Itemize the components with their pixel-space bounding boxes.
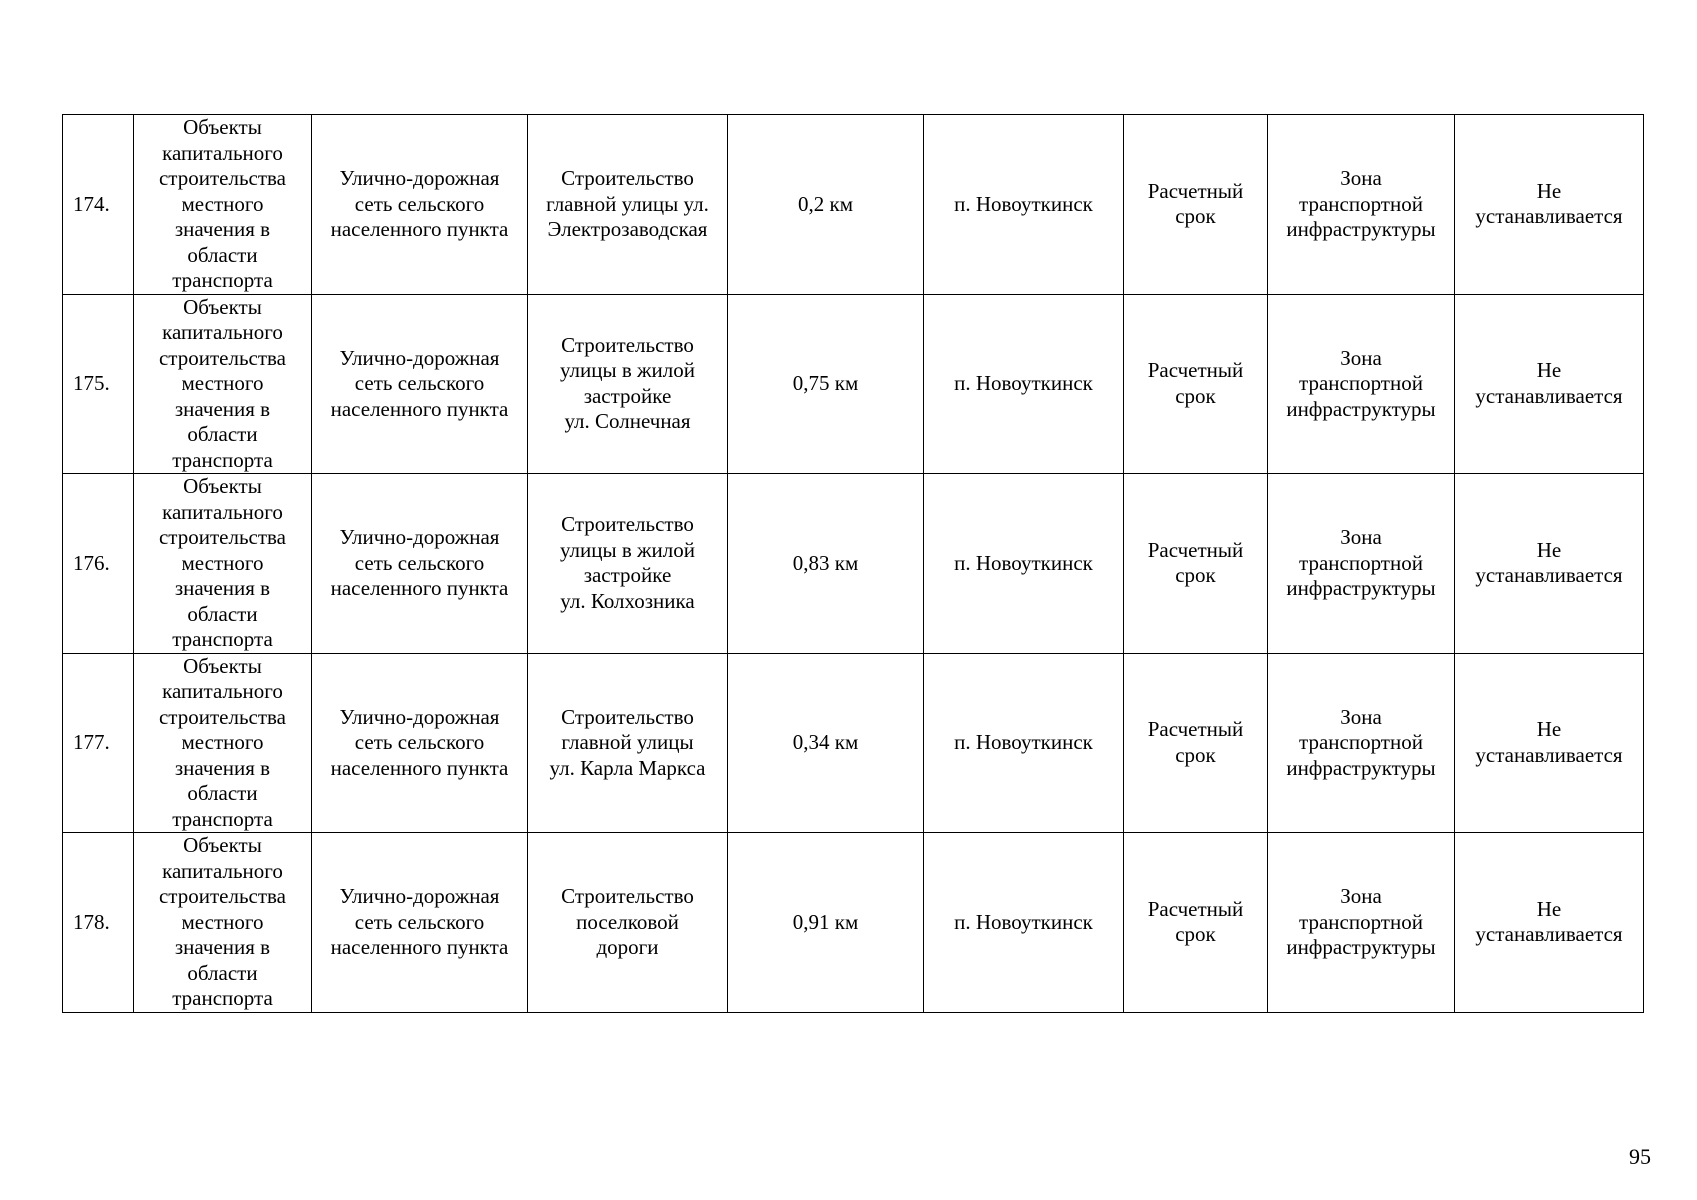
zone-restriction: Не устанавливается [1455,474,1644,654]
object-length: 0,75 км [728,294,924,474]
object-name: Строительство улицы в жилой застройке ул. Солнечная [528,294,728,474]
table-row [63,115,1644,295]
object-location: п. Новоуткинск [924,653,1124,833]
implementation-term: Расчетный срок [1124,474,1268,654]
functional-zone: Зона транспортной инфраструктуры [1268,653,1455,833]
row-number: 177. [63,653,134,833]
object-type: Улично-дорожная сеть сельского населенного пункта [312,833,528,1013]
object-location: п. Новоуткинск [924,115,1124,295]
zone-restriction: Не устанавливается [1455,653,1644,833]
object-category: Объекты капитального строительства местного значения в области транспорта [134,294,312,474]
table-row [63,474,1644,654]
row-number: 174. [63,115,134,295]
functional-zone: Зона транспортной инфраструктуры [1268,115,1455,295]
object-type: Улично-дорожная сеть сельского населенного пункта [312,115,528,295]
object-name: Строительство главной улицы ул. Электрозаводская [528,115,728,295]
row-number: 175. [63,294,134,474]
page-number: 95 [1629,1144,1651,1169]
functional-zone: Зона транспортной инфраструктуры [1268,833,1455,1013]
object-length: 0,2 км [728,115,924,295]
object-location: п. Новоуткинск [924,474,1124,654]
object-type: Улично-дорожная сеть сельского населенного пункта [312,474,528,654]
implementation-term: Расчетный срок [1124,115,1268,295]
object-length: 0,34 км [728,653,924,833]
implementation-term: Расчетный срок [1124,833,1268,1013]
implementation-term: Расчетный срок [1124,653,1268,833]
object-length: 0,83 км [728,474,924,654]
row-number: 178. [63,833,134,1013]
object-type: Улично-дорожная сеть сельского населенного пункта [312,294,528,474]
object-category: Объекты капитального строительства местного значения в области транспорта [134,474,312,654]
object-location: п. Новоуткинск [924,294,1124,474]
object-category: Объекты капитального строительства местного значения в области транспорта [134,833,312,1013]
table-row [63,833,1644,1013]
table-row [63,653,1644,833]
zone-restriction: Не устанавливается [1455,115,1644,295]
functional-zone: Зона транспортной инфраструктуры [1268,294,1455,474]
object-location: п. Новоуткинск [924,833,1124,1013]
objects-table [62,114,1644,1013]
object-category: Объекты капитального строительства местного значения в области транспорта [134,653,312,833]
object-name: Строительство главной улицы ул. Карла Маркса [528,653,728,833]
functional-zone: Зона транспортной инфраструктуры [1268,474,1455,654]
zone-restriction: Не устанавливается [1455,294,1644,474]
object-name: Строительство поселковой дороги [528,833,728,1013]
table-row [63,294,1644,474]
object-category: Объекты капитального строительства местного значения в области транспорта [134,115,312,295]
zone-restriction: Не устанавливается [1455,833,1644,1013]
object-name: Строительство улицы в жилой застройке ул. Колхозника [528,474,728,654]
object-length: 0,91 км [728,833,924,1013]
row-number: 176. [63,474,134,654]
object-type: Улично-дорожная сеть сельского населенного пункта [312,653,528,833]
implementation-term: Расчетный срок [1124,294,1268,474]
